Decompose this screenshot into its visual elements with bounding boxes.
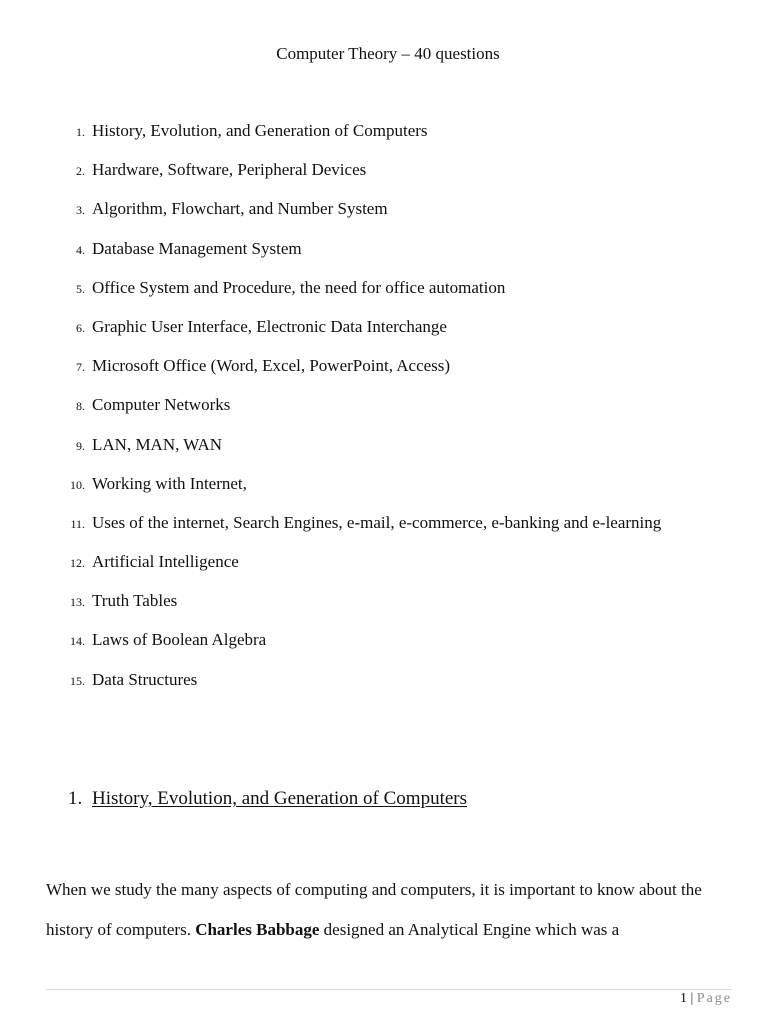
page-label: Page (696, 991, 732, 1006)
page-number: 1 (679, 991, 687, 1006)
list-item-number: 8. (76, 399, 85, 414)
section-heading (68, 787, 467, 811)
list-item-text: Uses of the internet, Search Engines, e-mail, e-commerce, e-banking and e-learning (92, 512, 662, 532)
section-title: History, Evolution, and Generation of Computers (92, 788, 468, 809)
list-item-number: 15. (70, 673, 85, 688)
list-item-text: Hardware, Software, Peripheral Devices (92, 160, 367, 180)
list-item-number: 1. (76, 125, 85, 139)
body-text-start: When we study the many aspects of computing and computers, it is important to know about the history of computers. (46, 880, 702, 939)
list-item-number: 9. (76, 438, 85, 453)
section-number: 1. (68, 788, 83, 809)
list-item-text: Working with Internet, (92, 473, 247, 493)
list-item-text: Office System and Procedure, the need for office automation (92, 277, 506, 297)
body-paragraph (46, 870, 736, 949)
list-item-number: 4. (76, 242, 85, 257)
list-item-number: 2. (76, 164, 85, 179)
footer-separator: | (690, 991, 694, 1006)
list-item-text: Computer Networks (92, 395, 231, 415)
list-item-text: Artificial Intelligence (92, 552, 239, 572)
list-item-number: 14. (70, 634, 85, 649)
page-footer (680, 990, 732, 1008)
document-title: Computer Theory – 40 questions (276, 44, 500, 63)
body-text-end: designed an Analytical Engine which was a (319, 919, 620, 939)
list-item-number: 5. (76, 281, 85, 296)
list-item-text: Microsoft Office (Word, Excel, PowerPoint, Access) (92, 356, 451, 376)
list-item-number: 6. (76, 320, 85, 335)
footer-divider (46, 989, 732, 990)
list-item-text: LAN, MAN, WAN (92, 434, 223, 454)
list-item-number: 3. (76, 203, 85, 218)
list-item-text: Algorithm, Flowchart, and Number System (92, 199, 388, 219)
list-item-text: Database Management System (92, 238, 302, 258)
list-item-text: Data Structures (92, 669, 198, 689)
list-item-text: Truth Tables (92, 591, 178, 611)
list-item-text: Laws of Boolean Algebra (92, 630, 267, 650)
list-item-text: History, Evolution, and Generation of Computers (92, 121, 428, 140)
list-item-text: Graphic User Interface, Electronic Data Interchange (92, 316, 447, 336)
list-item-number: 12. (70, 556, 85, 571)
list-item-number: 10. (70, 477, 85, 492)
list-item-number: 11. (70, 516, 85, 531)
list-item-number: 7. (76, 360, 85, 375)
list-item-number: 13. (70, 595, 85, 610)
bold-name: Charles Babbage (195, 919, 320, 939)
